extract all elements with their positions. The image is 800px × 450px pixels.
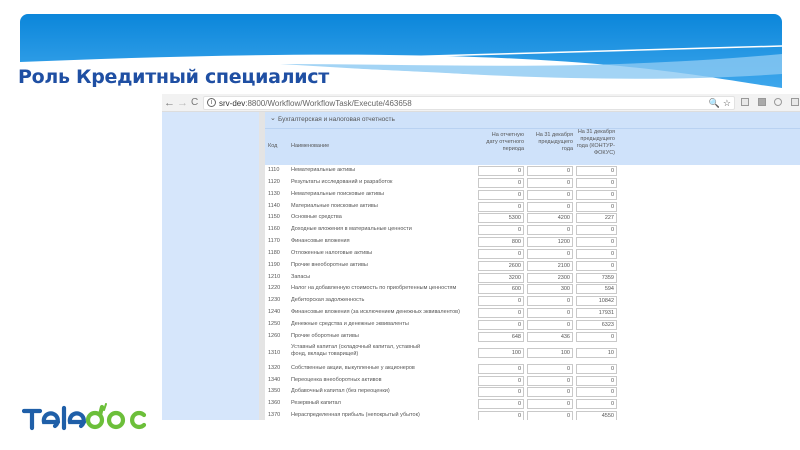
current-period-input[interactable]: 0 bbox=[478, 399, 524, 409]
previous-year-input[interactable]: 2300 bbox=[527, 273, 573, 283]
previous-year-input[interactable]: 0 bbox=[527, 364, 573, 374]
previous-year-kontur-input[interactable]: 0 bbox=[576, 332, 617, 342]
table-row bbox=[265, 165, 800, 177]
table-row bbox=[265, 260, 800, 272]
row-name: Нераспределенная прибыль (непокрытый убыток) bbox=[291, 412, 420, 419]
browser-toolbar bbox=[162, 94, 800, 112]
previous-year-input[interactable]: 1200 bbox=[527, 237, 573, 247]
previous-year-input[interactable]: 0 bbox=[527, 249, 573, 259]
info-icon[interactable]: i bbox=[207, 98, 216, 107]
extension-icon[interactable] bbox=[774, 98, 782, 106]
table-row bbox=[265, 295, 800, 307]
current-period-input[interactable]: 0 bbox=[478, 202, 524, 212]
url-text[interactable] bbox=[219, 98, 412, 109]
table-row bbox=[265, 212, 800, 224]
row-code: 1120 bbox=[268, 178, 280, 185]
section-title: Бухгалтерская и налоговая отчетность bbox=[278, 116, 395, 123]
previous-year-input[interactable]: 0 bbox=[527, 376, 573, 386]
previous-year-kontur-input[interactable]: 0 bbox=[576, 166, 617, 176]
previous-year-input[interactable]: 0 bbox=[527, 320, 573, 330]
previous-year-kontur-input[interactable]: 6323 bbox=[576, 320, 617, 330]
row-name: Финансовые вложения (за исключением денежных эквивалентов) bbox=[291, 309, 460, 316]
previous-year-kontur-input[interactable]: 0 bbox=[576, 376, 617, 386]
current-period-input[interactable]: 0 bbox=[478, 320, 524, 330]
row-name: Прочие оборотные активы bbox=[291, 332, 359, 339]
previous-year-input[interactable]: 0 bbox=[527, 399, 573, 409]
row-code: 1150 bbox=[268, 214, 280, 221]
table-row bbox=[265, 307, 800, 319]
teledoc-logo bbox=[22, 402, 154, 437]
current-period-input[interactable]: 3200 bbox=[478, 273, 524, 283]
row-code: 1130 bbox=[268, 190, 280, 197]
table-row bbox=[265, 375, 800, 387]
url-host: srv-dev bbox=[219, 99, 246, 108]
current-period-input[interactable]: 0 bbox=[478, 225, 524, 235]
row-code: 1240 bbox=[268, 309, 281, 316]
row-code: 1210 bbox=[268, 273, 281, 280]
current-period-input[interactable]: 0 bbox=[478, 411, 524, 420]
row-code: 1320 bbox=[268, 364, 281, 371]
row-name: Финансовые вложения bbox=[291, 238, 350, 245]
previous-year-kontur-input[interactable]: 0 bbox=[576, 261, 617, 271]
logo-graphic bbox=[22, 402, 154, 432]
previous-year-kontur-input[interactable]: 0 bbox=[576, 178, 617, 188]
current-period-input[interactable]: 0 bbox=[478, 166, 524, 176]
row-code: 1260 bbox=[268, 332, 281, 339]
row-name: Нематериальные поисковые активы bbox=[291, 190, 384, 197]
header-name: Наименование bbox=[291, 143, 330, 149]
row-code: 1310 bbox=[268, 349, 281, 356]
previous-year-kontur-input[interactable]: 0 bbox=[576, 190, 617, 200]
current-period-input[interactable]: 0 bbox=[478, 387, 524, 397]
table-row bbox=[265, 224, 800, 236]
previous-year-input[interactable]: 4200 bbox=[527, 213, 573, 223]
current-period-input[interactable]: 2600 bbox=[478, 261, 524, 271]
previous-year-input[interactable]: 0 bbox=[527, 178, 573, 188]
bookmark-star-icon[interactable]: ☆ bbox=[722, 98, 731, 108]
row-name: Дебиторская задолженность bbox=[291, 297, 365, 304]
table-row bbox=[265, 386, 800, 398]
forward-arrow-icon[interactable]: → bbox=[177, 97, 188, 109]
previous-year-input[interactable]: 300 bbox=[527, 284, 573, 294]
current-period-input[interactable]: 0 bbox=[478, 190, 524, 200]
current-period-input[interactable]: 600 bbox=[478, 284, 524, 294]
table-row bbox=[265, 283, 800, 295]
header-previous-year: На 31 декабря предыдущего года bbox=[535, 132, 573, 152]
previous-year-input[interactable]: 0 bbox=[527, 225, 573, 235]
url-path: :8800/Workflow/WorkflowTask/Execute/463658 bbox=[245, 99, 412, 108]
header-code: Код bbox=[268, 143, 278, 149]
row-name: Собственные акции, выкупленные у акционеров bbox=[291, 364, 415, 371]
row-name: Основные средства bbox=[291, 214, 342, 221]
current-period-input[interactable]: 0 bbox=[478, 376, 524, 386]
row-code: 1230 bbox=[268, 297, 281, 304]
previous-year-kontur-input[interactable]: 0 bbox=[576, 387, 617, 397]
previous-year-kontur-input[interactable]: 17931 bbox=[576, 308, 617, 318]
previous-year-input[interactable]: 0 bbox=[527, 308, 573, 318]
current-period-input[interactable]: 0 bbox=[478, 249, 524, 259]
back-arrow-icon[interactable]: ← bbox=[164, 97, 175, 109]
row-code: 1140 bbox=[268, 202, 280, 209]
table-row bbox=[265, 319, 800, 331]
row-name: Отложенные налоговые активы bbox=[291, 249, 373, 256]
row-name: Добавочный капитал (без переоценки) bbox=[291, 388, 390, 395]
previous-year-input[interactable]: 0 bbox=[527, 296, 573, 306]
side-panel bbox=[162, 112, 259, 420]
table-row bbox=[265, 343, 800, 363]
previous-year-input[interactable]: 0 bbox=[527, 202, 573, 212]
previous-year-input[interactable]: 0 bbox=[527, 166, 573, 176]
table-row bbox=[265, 177, 800, 189]
previous-year-kontur-input[interactable]: 7359 bbox=[576, 273, 617, 283]
previous-year-kontur-input[interactable]: 0 bbox=[576, 202, 617, 212]
table-row bbox=[265, 189, 800, 201]
table-row bbox=[265, 248, 800, 260]
row-name: Денежные средства и денежные эквиваленты bbox=[291, 320, 409, 327]
previous-year-kontur-input[interactable]: 594 bbox=[576, 284, 617, 294]
previous-year-input[interactable]: 0 bbox=[527, 387, 573, 397]
current-period-input[interactable]: 800 bbox=[478, 237, 524, 247]
row-code: 1110 bbox=[268, 167, 280, 173]
row-code: 1160 bbox=[268, 226, 280, 233]
header-previous-year-kontur: На 31 декабря предыдущего года (КОНТУР-ФОКУС) bbox=[576, 129, 615, 156]
previous-year-input[interactable]: 0 bbox=[527, 411, 573, 420]
table-row bbox=[265, 272, 800, 284]
address-bar[interactable] bbox=[203, 96, 735, 110]
current-period-input[interactable]: 0 bbox=[478, 296, 524, 306]
extension-icon[interactable] bbox=[758, 98, 766, 106]
row-name: Запасы bbox=[291, 273, 311, 280]
row-code: 1350 bbox=[268, 388, 281, 395]
previous-year-kontur-input[interactable]: 10 bbox=[576, 348, 617, 358]
row-code: 1250 bbox=[268, 320, 281, 327]
previous-year-kontur-input[interactable]: 0 bbox=[576, 249, 617, 259]
table-body bbox=[265, 165, 800, 420]
previous-year-input[interactable]: 2100 bbox=[527, 261, 573, 271]
previous-year-kontur-input[interactable]: 0 bbox=[576, 225, 617, 235]
table-row bbox=[265, 410, 800, 420]
browser-window bbox=[162, 94, 800, 420]
row-name: Нематериальные активы bbox=[291, 167, 356, 173]
wave-decoration bbox=[20, 14, 782, 104]
current-period-input[interactable]: 0 bbox=[478, 364, 524, 374]
previous-year-kontur-input[interactable]: 10842 bbox=[576, 296, 617, 306]
zoom-icon[interactable]: 🔍 bbox=[708, 98, 720, 108]
table-row bbox=[265, 331, 800, 343]
reload-icon[interactable]: C bbox=[191, 97, 199, 108]
row-code: 1360 bbox=[268, 400, 281, 407]
previous-year-input[interactable]: 436 bbox=[527, 332, 573, 342]
row-name: Переоценка внеоборотных активов bbox=[291, 376, 382, 383]
slide-title: Роль Кредитный специалист bbox=[18, 66, 329, 88]
section-header[interactable] bbox=[265, 112, 800, 129]
previous-year-kontur-input[interactable]: 227 bbox=[576, 213, 617, 223]
chevron-down-icon[interactable]: ⌄ bbox=[270, 115, 276, 122]
header-banner bbox=[20, 14, 782, 104]
row-code: 1180 bbox=[268, 249, 280, 256]
row-name: Результаты исследований и разработок bbox=[291, 178, 393, 185]
previous-year-kontur-input[interactable]: 0 bbox=[576, 399, 617, 409]
current-period-input[interactable]: 0 bbox=[478, 308, 524, 318]
current-period-input[interactable]: 648 bbox=[478, 332, 524, 342]
previous-year-kontur-input[interactable]: 0 bbox=[576, 364, 617, 374]
extension-icon[interactable] bbox=[741, 98, 749, 106]
table-row bbox=[265, 398, 800, 410]
row-name: Доходные вложения в материальные ценности bbox=[291, 226, 412, 233]
previous-year-input[interactable]: 100 bbox=[527, 348, 573, 358]
current-period-input[interactable]: 5300 bbox=[478, 213, 524, 223]
table-row bbox=[265, 201, 800, 213]
row-code: 1340 bbox=[268, 376, 281, 383]
extension-icon[interactable] bbox=[791, 98, 799, 106]
row-name: Материальные поисковые активы bbox=[291, 202, 378, 209]
previous-year-kontur-input[interactable]: 0 bbox=[576, 237, 617, 247]
table-header bbox=[265, 129, 800, 165]
previous-year-kontur-input[interactable]: 4550 bbox=[576, 411, 617, 420]
current-period-input[interactable]: 0 bbox=[478, 178, 524, 188]
main-content bbox=[265, 112, 800, 420]
row-name: Уставный капитал (складочный капитал, уставный фонд, вклады товарищей) bbox=[291, 343, 421, 357]
row-code: 1170 bbox=[268, 238, 280, 245]
row-name: Налог на добавленную стоимость по приобретенным ценностям bbox=[291, 285, 457, 292]
previous-year-input[interactable]: 0 bbox=[527, 190, 573, 200]
table-row bbox=[265, 363, 800, 375]
row-code: 1370 bbox=[268, 412, 281, 419]
row-name: Резервный капитал bbox=[291, 400, 341, 407]
row-code: 1190 bbox=[268, 261, 280, 268]
header-current-period: На отчетную дату отчетного периода bbox=[486, 132, 524, 152]
row-name: Прочие внеоборотные активы bbox=[291, 261, 368, 268]
current-period-input[interactable]: 100 bbox=[478, 348, 524, 358]
table-row bbox=[265, 236, 800, 248]
row-code: 1220 bbox=[268, 285, 281, 292]
